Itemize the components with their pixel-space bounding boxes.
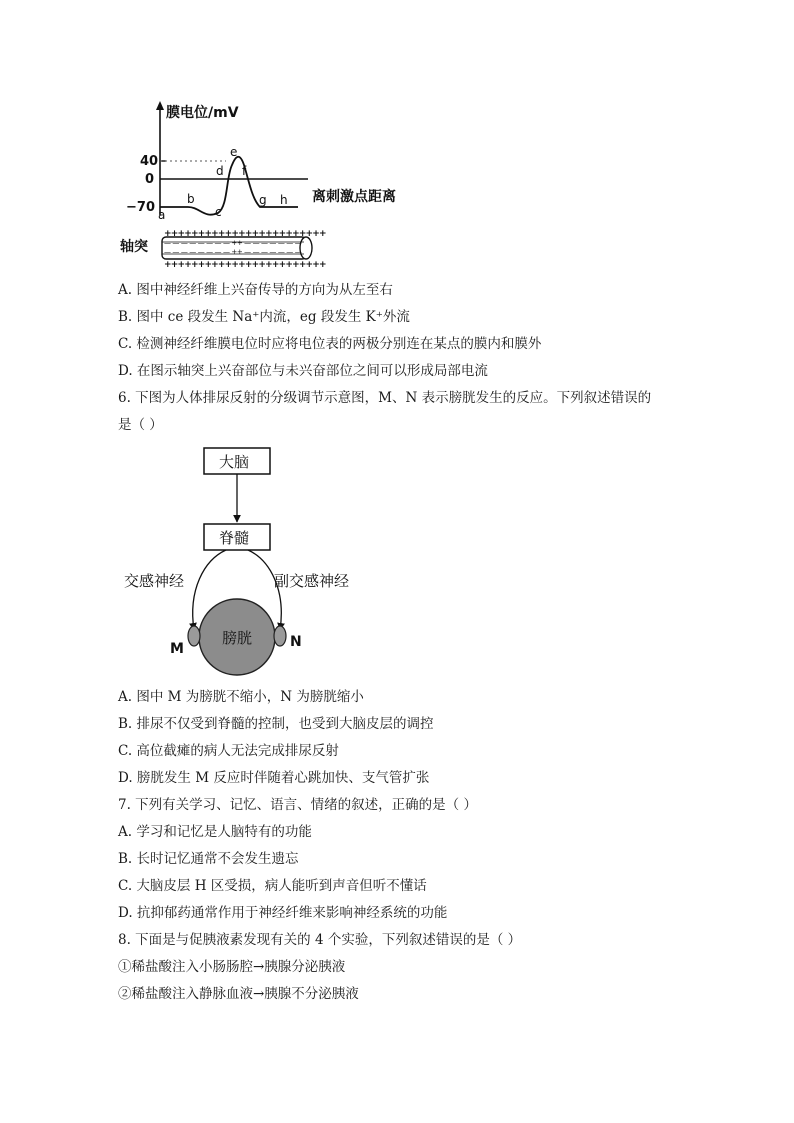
point-c: c xyxy=(215,205,222,219)
q6-option-c: C. 高位截瘫的病人无法完成排尿反射 xyxy=(118,743,339,759)
axon-charges-top: ++++++++++++++++++++++++ xyxy=(164,229,326,239)
q6-option-d: D. 膀胱发生 M 反应时伴随着心跳加快、支气管扩张 xyxy=(118,770,430,786)
q6-stem: 6. 下图为人体排尿反射的分级调节示意图，M、N 表示膀胱发生的反应。下列叙述错误的 xyxy=(118,390,652,406)
axon-label: 轴突 xyxy=(120,239,148,255)
q7-option-d: D. 抗抑郁药通常作用于神经纤维来影响神经系统的功能 xyxy=(118,905,448,921)
q7-option-b: B. 长时记忆通常不会发生遗忘 xyxy=(118,851,299,867)
n-effector xyxy=(274,626,286,646)
membrane-potential-figure xyxy=(118,95,428,270)
q5-option-a: A. 图中神经纤维上兴奋传导的方向为从左至右 xyxy=(118,282,393,298)
q8-item-1: ①稀盐酸注入小肠肠腔→胰腺分泌胰液 xyxy=(118,959,346,975)
point-d: d xyxy=(216,164,224,178)
brain-label: 大脑 xyxy=(219,453,250,471)
q5-option-d: D. 在图示轴突上兴奋部位与未兴奋部位之间可以形成局部电流 xyxy=(118,363,488,379)
axon-end xyxy=(300,237,312,259)
point-a: a xyxy=(158,208,166,222)
q6-stem-cont: 是（ ） xyxy=(118,417,163,433)
point-g: g xyxy=(259,193,267,207)
q6-option-a: A. 图中 M 为膀胱不缩小，N 为膀胱缩小 xyxy=(118,689,364,705)
m-effector xyxy=(188,626,200,646)
m-label: M xyxy=(170,641,184,657)
q8-stem: 8. 下面是与促胰液素发现有关的 4 个实验，下列叙述错误的是（ ） xyxy=(118,932,522,948)
parasympathetic-label: 副交感神经 xyxy=(274,572,350,590)
potential-curve xyxy=(160,157,298,215)
tick-label-40: 40 xyxy=(140,154,159,169)
spinal-cord-label: 脊髓 xyxy=(219,529,250,547)
q5-option-c: C. 检测神经纤维膜电位时应将电位表的两极分别连在某点的膜内和膜外 xyxy=(118,336,542,352)
n-label: N xyxy=(290,634,302,650)
y-axis-label: 膜电位/mV xyxy=(166,105,239,121)
axon-charges-inner-bottom: — — — — — — — — ++ — — — — — — — xyxy=(164,248,302,256)
reflex-diagram xyxy=(118,440,368,680)
q5-option-b: B. 图中 ce 段发生 Na⁺内流，eg 段发生 K⁺外流 xyxy=(118,309,410,325)
q7-option-a: A. 学习和记忆是人脑特有的功能 xyxy=(118,824,312,840)
q7-option-c: C. 大脑皮层 H 区受损，病人能听到声音但听不懂话 xyxy=(118,878,427,894)
axon-charges-bottom: ++++++++++++++++++++++++ xyxy=(164,260,326,270)
point-f: f xyxy=(242,164,247,178)
point-b: b xyxy=(187,192,195,206)
tick-label-neg70: −70 xyxy=(126,200,155,215)
q6-option-b: B. 排尿不仅受到脊髓的控制，也受到大脑皮层的调控 xyxy=(118,716,434,732)
x-axis-label: 离刺激点距离 xyxy=(312,189,396,205)
axon-charges-inner-top: — — — — — — — — ++ — — — — — — — xyxy=(164,239,302,247)
q8-item-2: ②稀盐酸注入静脉血液→胰腺不分泌胰液 xyxy=(118,986,359,1002)
y-axis-arrow xyxy=(156,101,164,110)
tick-label-0: 0 xyxy=(145,172,155,187)
q7-stem: 7. 下列有关学习、记忆、语言、情绪的叙述，正确的是（ ） xyxy=(118,797,477,813)
bladder-label: 膀胱 xyxy=(222,629,253,647)
sympathetic-label: 交感神经 xyxy=(124,572,185,590)
point-h: h xyxy=(280,193,288,207)
point-e: e xyxy=(230,145,238,159)
